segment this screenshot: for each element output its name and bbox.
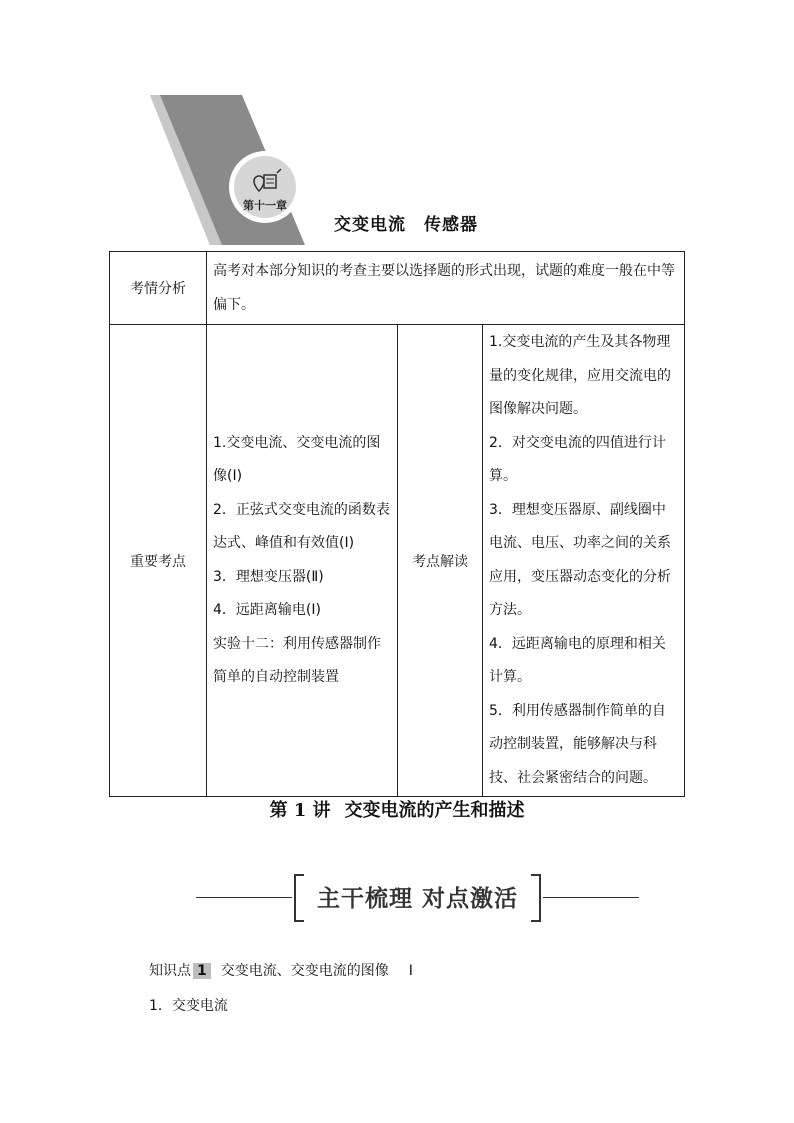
bracket-right bbox=[529, 872, 543, 924]
chapter-title bbox=[334, 210, 478, 235]
exam-analysis-label: 考情分析 bbox=[110, 252, 207, 325]
knowledge-point-level: Ⅰ bbox=[408, 963, 413, 979]
key-points-list bbox=[207, 325, 398, 797]
list-item: 4．远距离输电(Ⅰ) bbox=[213, 602, 321, 618]
knowledge-point-title: 交变电流、交变电流的图像 bbox=[220, 963, 389, 979]
list-item: 2．对交变电流的四值进行计算。 bbox=[489, 434, 666, 484]
interpretation-list bbox=[483, 325, 685, 797]
exam-analysis-table bbox=[109, 251, 685, 797]
divider-left bbox=[196, 897, 292, 898]
list-item: 1.交变电流、交变电流的图像(Ⅰ) bbox=[213, 434, 381, 484]
list-item: 3．理想变压器原、副线圈中电流、电压、功率之间的关系应用，变压器动态变化的分析方法。 bbox=[489, 501, 671, 618]
divider-right bbox=[543, 897, 639, 898]
chapter-title-part1: 交变电流 bbox=[334, 215, 406, 235]
list-item: 3．理想变压器(Ⅱ) bbox=[213, 568, 324, 585]
table-row bbox=[110, 325, 685, 797]
list-item: 1.交变电流的产生及其各物理量的变化规律，应用交流电的图像解决问题。 bbox=[489, 334, 671, 417]
subheading: 1．交变电流 bbox=[149, 998, 228, 1014]
lecture-heading bbox=[0, 796, 794, 822]
chapter-title-part2: 传感器 bbox=[424, 215, 478, 235]
list-item: 实验十二：利用传感器制作简单的自动控制装置 bbox=[213, 635, 381, 685]
exam-analysis-text: 高考对本部分知识的考查主要以选择题的形式出现，试题的难度一般在中等偏下。 bbox=[207, 252, 685, 325]
list-item: 4．远距离输电的原理和相关计算。 bbox=[489, 635, 666, 685]
list-item: 2．正弦式交变电流的函数表达式、峰值和有效值(Ⅰ) bbox=[213, 501, 390, 551]
lecture-title: 交变电流的产生和描述 bbox=[344, 800, 525, 821]
chapter-badge: 第十一章 bbox=[243, 199, 287, 212]
chapter-banner bbox=[140, 95, 360, 245]
knowledge-point-prefix: 知识点 bbox=[149, 963, 191, 979]
lecture-number: 第 1 讲 bbox=[269, 800, 331, 821]
table-row bbox=[110, 252, 685, 325]
interpretation-label: 考点解读 bbox=[398, 325, 483, 797]
bracket-left bbox=[292, 872, 306, 924]
section-banner-text: 主干梳理 对点激活 bbox=[316, 885, 518, 912]
chapter-banner-graphic bbox=[140, 95, 360, 245]
list-item: 5．利用传感器制作简单的自动控制装置，能够解决与科技、社会紧密结合的问题。 bbox=[489, 702, 666, 786]
key-points-label: 重要考点 bbox=[110, 325, 207, 797]
section-banner bbox=[196, 872, 639, 924]
knowledge-point-number: 1 bbox=[193, 963, 211, 979]
knowledge-point-heading bbox=[149, 960, 413, 980]
